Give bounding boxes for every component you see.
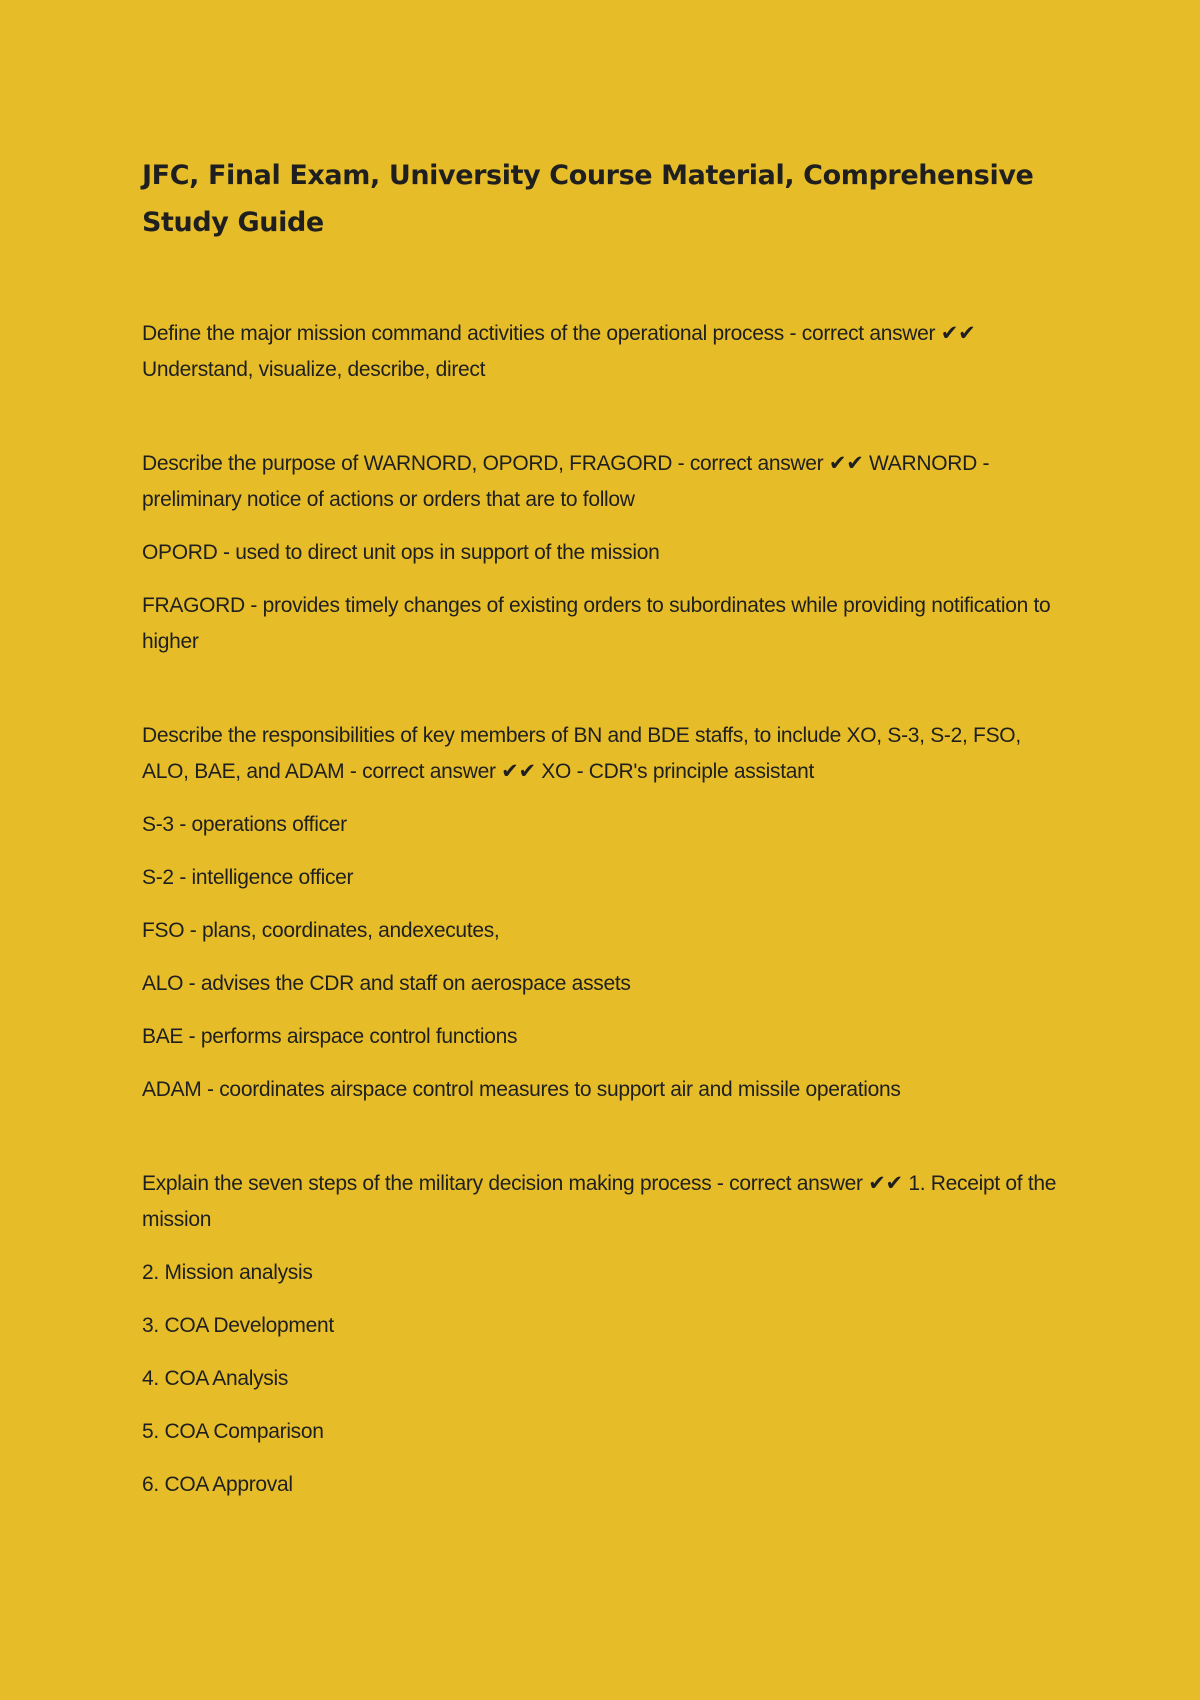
answer-line: FRAGORD - provides timely changes of existing orders to subordinates while providing notification to higher (142, 594, 1051, 653)
answer-line: 5. COA Comparison (142, 1420, 324, 1443)
answer-line: BAE - performs airspace control functions (142, 1025, 518, 1048)
question-text: Describe the purpose of WARNORD, OPORD, FRAGORD - correct answer ✔✔ WARNORD - preliminary notice of actions or orders that are to follow (142, 452, 990, 511)
qa-block (142, 1166, 1070, 1503)
answer-line: ALO - advises the CDR and staff on aerospace assets (142, 972, 631, 995)
answer-line: 4. COA Analysis (142, 1367, 289, 1390)
question-text: Explain the seven steps of the military decision making process - correct answer ✔✔ 1. Receipt of the mission (142, 1172, 1057, 1231)
answer-line: 3. COA Development (142, 1314, 334, 1337)
answer-line: S-2 - intelligence officer (142, 866, 354, 889)
answer-line: FSO - plans, coordinates, andexecutes, (142, 919, 500, 942)
answer-line: 6. COA Approval (142, 1473, 293, 1496)
qa-block (142, 718, 1070, 1108)
question-text: Define the major mission command activities of the operational process - correct answer ✔✔ Understand, visualize, describe, direct (142, 322, 976, 381)
qa-block (142, 316, 1070, 388)
answer-line: OPORD - used to direct unit ops in support of the mission (142, 541, 660, 564)
answer-line: S-3 - operations officer (142, 813, 347, 836)
answer-line: 2. Mission analysis (142, 1261, 313, 1284)
qa-block (142, 446, 1070, 660)
document-title: JFC, Final Exam, University Course Material, Comprehensive Study Guide (142, 160, 1034, 238)
answer-line: ADAM - coordinates airspace control measures to support air and missile operations (142, 1078, 901, 1101)
question-text: Describe the responsibilities of key members of BN and BDE staffs, to include XO, S-3, S-2, FSO, ALO, BAE, and ADAM - correct answer ✔✔ XO - CDR's principle assistant (142, 724, 1021, 783)
